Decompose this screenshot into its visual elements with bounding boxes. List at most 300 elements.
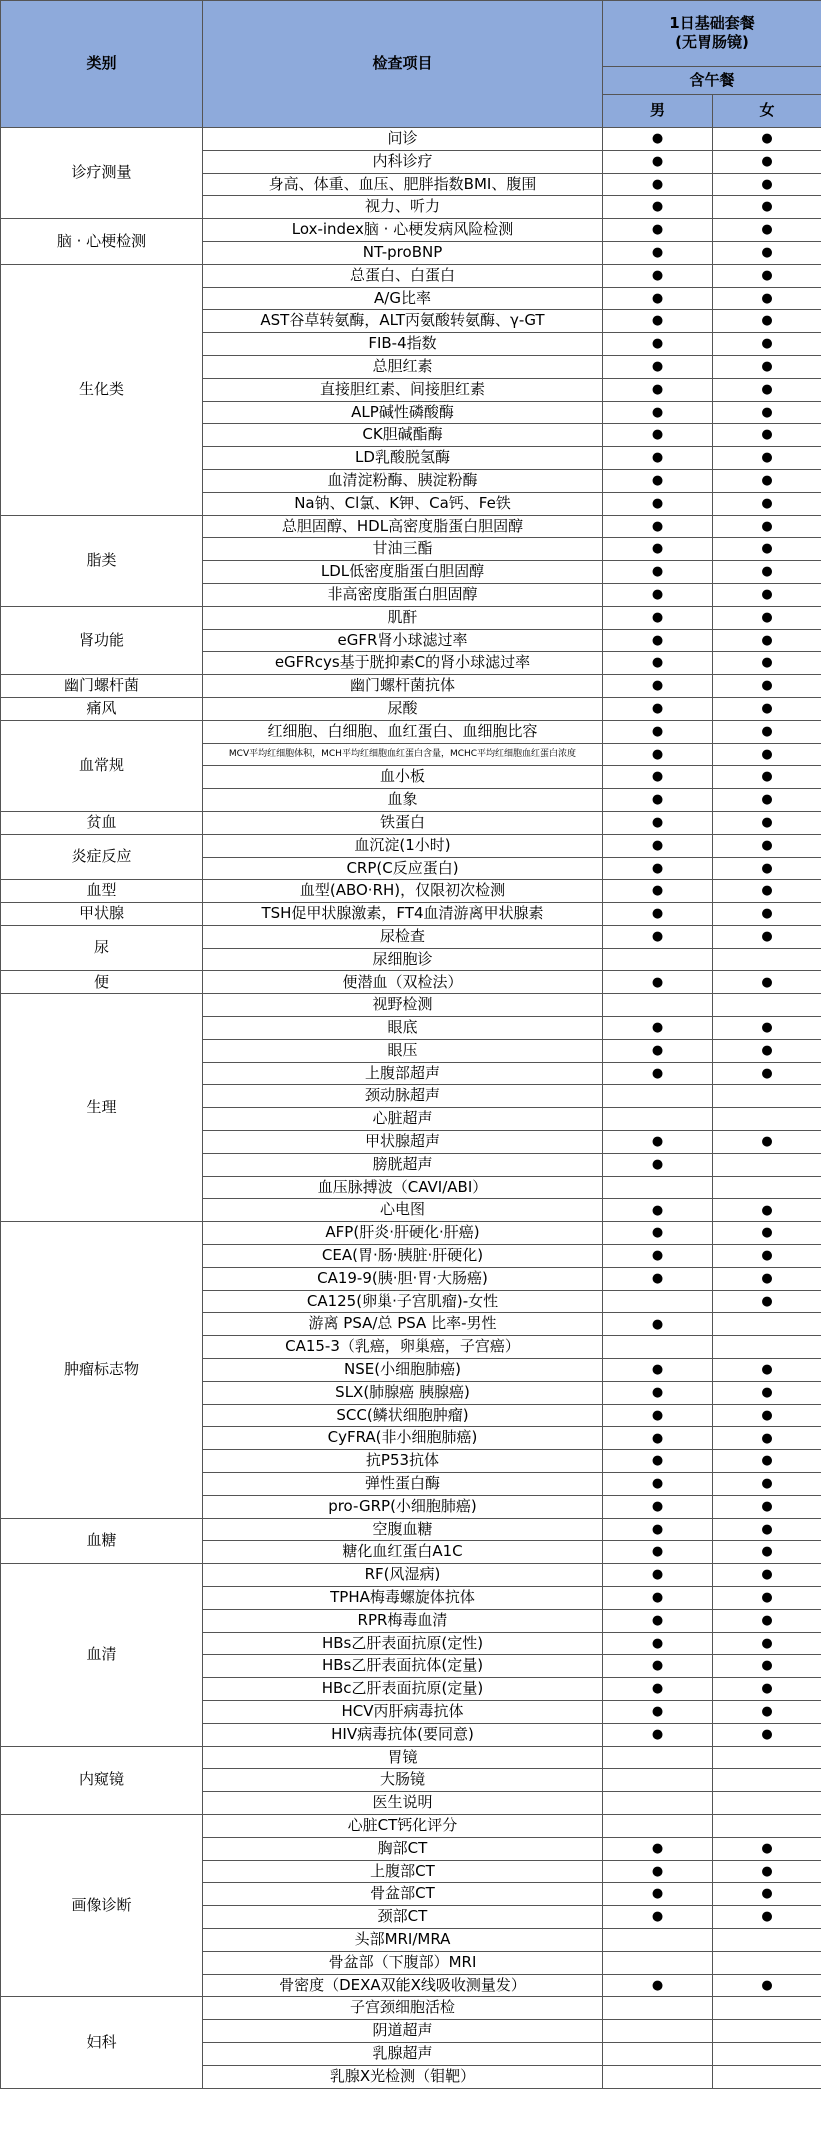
female-mark <box>713 2042 821 2065</box>
item-cell: LDL低密度脂蛋白胆固醇 <box>203 561 603 584</box>
female-mark <box>713 1928 821 1951</box>
item-cell: Lox-index脑 · 心梗发病风险检测 <box>203 219 603 242</box>
item-cell: 身高、体重、血压、肥胖指数BMI、腹围 <box>203 173 603 196</box>
table-row <box>1 515 821 538</box>
table-row <box>1 1746 821 1769</box>
item-cell: FIB-4指数 <box>203 333 603 356</box>
male-mark: ● <box>603 287 713 310</box>
item-cell: 铁蛋白 <box>203 811 603 834</box>
male-mark <box>603 1928 713 1951</box>
male-mark: ● <box>603 128 713 151</box>
item-cell: NSE(小细胞肺癌) <box>203 1359 603 1382</box>
female-mark: ● <box>713 1381 821 1404</box>
female-mark: ● <box>713 583 821 606</box>
male-mark: ● <box>603 834 713 857</box>
male-mark: ● <box>603 697 713 720</box>
male-mark: ● <box>603 515 713 538</box>
female-mark: ● <box>713 1587 821 1610</box>
male-mark: ● <box>603 1609 713 1632</box>
item-cell: CK胆碱酯酶 <box>203 424 603 447</box>
item-cell: 乳腺超声 <box>203 2042 603 2065</box>
female-mark: ● <box>713 766 821 789</box>
female-mark: ● <box>713 264 821 287</box>
female-mark: ● <box>713 903 821 926</box>
male-mark <box>603 1176 713 1199</box>
female-mark <box>713 1792 821 1815</box>
female-mark: ● <box>713 1131 821 1154</box>
table-row <box>1 1222 821 1245</box>
male-mark: ● <box>603 333 713 356</box>
item-cell: 空腹血糖 <box>203 1518 603 1541</box>
male-mark <box>603 1746 713 1769</box>
item-cell: TPHA梅毒螺旋体抗体 <box>203 1587 603 1610</box>
female-mark: ● <box>713 1655 821 1678</box>
male-mark <box>603 1997 713 2020</box>
item-cell: HBc乙肝表面抗原(定量) <box>203 1678 603 1701</box>
item-cell: SCC(鳞状细胞肿瘤) <box>203 1404 603 1427</box>
male-mark: ● <box>603 1541 713 1564</box>
male-mark: ● <box>603 811 713 834</box>
female-mark: ● <box>713 1609 821 1632</box>
item-cell: 胸部CT <box>203 1837 603 1860</box>
item-cell: 红细胞、白细胞、血红蛋白、血细胞比容 <box>203 720 603 743</box>
male-mark: ● <box>603 1017 713 1040</box>
male-mark: ● <box>603 1700 713 1723</box>
male-mark: ● <box>603 1245 713 1268</box>
male-mark: ● <box>603 538 713 561</box>
female-mark: ● <box>713 1427 821 1450</box>
item-cell: 乳腺X光检测（钼靶） <box>203 2065 603 2088</box>
female-mark: ● <box>713 971 821 994</box>
female-mark: ● <box>713 1199 821 1222</box>
category-cell: 内窥镜 <box>1 1746 203 1814</box>
item-cell: 膀胱超声 <box>203 1153 603 1176</box>
item-cell: 眼底 <box>203 1017 603 1040</box>
table-row <box>1 128 821 151</box>
table-row <box>1 697 821 720</box>
male-mark: ● <box>603 401 713 424</box>
male-mark <box>603 948 713 971</box>
item-cell: 骨密度（DEXA双能X线吸收测量发） <box>203 1974 603 1997</box>
female-mark: ● <box>713 1222 821 1245</box>
female-mark: ● <box>713 196 821 219</box>
item-cell: CA19-9(胰·胆·胃·大肠癌) <box>203 1267 603 1290</box>
category-cell: 痛风 <box>1 697 203 720</box>
male-mark: ● <box>603 1495 713 1518</box>
female-mark: ● <box>713 606 821 629</box>
item-cell: Na钠、Cl氯、K钾、Ca钙、Fe铁 <box>203 492 603 515</box>
male-mark: ● <box>603 1723 713 1746</box>
male-mark: ● <box>603 789 713 812</box>
item-cell: RF(风湿病) <box>203 1564 603 1587</box>
item-cell: 抗P53抗体 <box>203 1450 603 1473</box>
female-mark <box>713 1336 821 1359</box>
header-item: 检查项目 <box>203 1 603 128</box>
male-mark: ● <box>603 1974 713 1997</box>
female-mark: ● <box>713 1473 821 1496</box>
female-mark: ● <box>713 720 821 743</box>
female-mark: ● <box>713 880 821 903</box>
female-mark: ● <box>713 1290 821 1313</box>
table-row <box>1 834 821 857</box>
item-cell: 血压脉搏波（CAVI/ABI） <box>203 1176 603 1199</box>
item-cell: 心电图 <box>203 1199 603 1222</box>
male-mark <box>603 1085 713 1108</box>
category-cell: 血型 <box>1 880 203 903</box>
female-mark: ● <box>713 1404 821 1427</box>
female-mark: ● <box>713 652 821 675</box>
item-cell: 便潜血（双检法） <box>203 971 603 994</box>
item-cell: TSH促甲状腺激素，FT4血清游离甲状腺素 <box>203 903 603 926</box>
item-cell: 上腹部超声 <box>203 1062 603 1085</box>
male-mark: ● <box>603 1131 713 1154</box>
male-mark: ● <box>603 1564 713 1587</box>
male-mark: ● <box>603 652 713 675</box>
female-mark: ● <box>713 1267 821 1290</box>
category-cell: 画像诊断 <box>1 1814 203 1996</box>
male-mark: ● <box>603 1404 713 1427</box>
table-row <box>1 264 821 287</box>
table-body <box>1 128 821 2089</box>
item-cell: 血型(ABO·RH)，仅限初次检测 <box>203 880 603 903</box>
male-mark <box>603 1108 713 1131</box>
item-cell: 大肠镜 <box>203 1769 603 1792</box>
item-cell: MCV平均红细胞体积，MCH平均红细胞血红蛋白含量，MCHC平均红细胞血红蛋白浓度 <box>203 743 603 766</box>
male-mark: ● <box>603 1153 713 1176</box>
male-mark: ● <box>603 1359 713 1382</box>
female-mark: ● <box>713 1450 821 1473</box>
table-row <box>1 903 821 926</box>
male-mark: ● <box>603 766 713 789</box>
male-mark <box>603 994 713 1017</box>
male-mark <box>603 1336 713 1359</box>
female-mark <box>713 1997 821 2020</box>
category-cell: 生理 <box>1 994 203 1222</box>
female-mark: ● <box>713 1245 821 1268</box>
table-row <box>1 1518 821 1541</box>
item-cell: 弹性蛋白酶 <box>203 1473 603 1496</box>
table-row <box>1 880 821 903</box>
item-cell: HCV丙肝病毒抗体 <box>203 1700 603 1723</box>
item-cell: 血清淀粉酶、胰淀粉酶 <box>203 469 603 492</box>
male-mark: ● <box>603 355 713 378</box>
female-mark: ● <box>713 333 821 356</box>
item-cell: 颈动脉超声 <box>203 1085 603 1108</box>
plan-title: 1日基础套餐 <box>669 14 755 33</box>
item-cell: AST谷草转氨酶，ALT丙氨酸转氨酶、γ-GT <box>203 310 603 333</box>
category-cell: 炎症反应 <box>1 834 203 880</box>
female-mark <box>713 1951 821 1974</box>
item-cell: 肌酐 <box>203 606 603 629</box>
header-male: 男 <box>603 95 713 128</box>
item-cell: pro-GRP(小细胞肺癌) <box>203 1495 603 1518</box>
male-mark: ● <box>603 606 713 629</box>
female-mark <box>713 948 821 971</box>
male-mark: ● <box>603 424 713 447</box>
male-mark: ● <box>603 1655 713 1678</box>
item-cell: 眼压 <box>203 1039 603 1062</box>
item-cell: ALP碱性磷酸酶 <box>203 401 603 424</box>
female-mark: ● <box>713 150 821 173</box>
header-plan <box>603 1 821 67</box>
category-cell: 妇科 <box>1 1997 203 2088</box>
male-mark: ● <box>603 196 713 219</box>
male-mark: ● <box>603 1587 713 1610</box>
female-mark <box>713 1313 821 1336</box>
item-cell: 视力、听力 <box>203 196 603 219</box>
item-cell: A/G比率 <box>203 287 603 310</box>
male-mark <box>603 2020 713 2043</box>
male-mark: ● <box>603 1381 713 1404</box>
female-mark: ● <box>713 241 821 264</box>
category-cell: 甲状腺 <box>1 903 203 926</box>
category-cell: 生化类 <box>1 264 203 515</box>
male-mark: ● <box>603 903 713 926</box>
item-cell: 总胆固醇、HDL高密度脂蛋白胆固醇 <box>203 515 603 538</box>
female-mark: ● <box>713 538 821 561</box>
male-mark: ● <box>603 310 713 333</box>
male-mark: ● <box>603 1473 713 1496</box>
female-mark: ● <box>713 355 821 378</box>
female-mark: ● <box>713 1541 821 1564</box>
male-mark <box>603 1814 713 1837</box>
table-row <box>1 1997 821 2020</box>
female-mark: ● <box>713 128 821 151</box>
male-mark: ● <box>603 1427 713 1450</box>
female-mark: ● <box>713 1883 821 1906</box>
female-mark: ● <box>713 1359 821 1382</box>
female-mark <box>713 1746 821 1769</box>
male-mark: ● <box>603 1222 713 1245</box>
male-mark: ● <box>603 492 713 515</box>
category-cell: 肾功能 <box>1 606 203 674</box>
female-mark: ● <box>713 173 821 196</box>
male-mark: ● <box>603 1062 713 1085</box>
male-mark: ● <box>603 743 713 766</box>
table-row <box>1 606 821 629</box>
female-mark <box>713 994 821 1017</box>
item-cell: CA125(卵巢·子宫肌瘤)-女性 <box>203 1290 603 1313</box>
male-mark: ● <box>603 150 713 173</box>
male-mark: ● <box>603 1199 713 1222</box>
item-cell: 尿细胞诊 <box>203 948 603 971</box>
category-cell: 血糖 <box>1 1518 203 1564</box>
category-cell: 幽门螺杆菌 <box>1 675 203 698</box>
item-cell: SLX(肺腺癌 胰腺癌) <box>203 1381 603 1404</box>
item-cell: 幽门螺杆菌抗体 <box>203 675 603 698</box>
female-mark: ● <box>713 310 821 333</box>
female-mark: ● <box>713 834 821 857</box>
male-mark: ● <box>603 880 713 903</box>
item-cell: 直接胆红素、间接胆红素 <box>203 378 603 401</box>
category-cell: 脂类 <box>1 515 203 606</box>
female-mark: ● <box>713 857 821 880</box>
table-row <box>1 994 821 1017</box>
item-cell: eGFRcys基于胱抑素C的肾小球滤过率 <box>203 652 603 675</box>
female-mark: ● <box>713 1062 821 1085</box>
female-mark <box>713 1108 821 1131</box>
item-cell: 甲状腺超声 <box>203 1131 603 1154</box>
male-mark: ● <box>603 720 713 743</box>
female-mark: ● <box>713 1017 821 1040</box>
male-mark: ● <box>603 925 713 948</box>
category-cell: 血清 <box>1 1564 203 1746</box>
item-cell: AFP(肝炎·肝硬化·肝癌) <box>203 1222 603 1245</box>
female-mark: ● <box>713 561 821 584</box>
female-mark: ● <box>713 1495 821 1518</box>
male-mark: ● <box>603 1450 713 1473</box>
item-cell: 颈部CT <box>203 1906 603 1929</box>
male-mark: ● <box>603 1518 713 1541</box>
female-mark: ● <box>713 1860 821 1883</box>
female-mark: ● <box>713 629 821 652</box>
female-mark: ● <box>713 1564 821 1587</box>
table-row <box>1 811 821 834</box>
male-mark: ● <box>603 629 713 652</box>
item-cell: 问诊 <box>203 128 603 151</box>
table-row <box>1 720 821 743</box>
female-mark: ● <box>713 424 821 447</box>
male-mark: ● <box>603 264 713 287</box>
female-mark: ● <box>713 1700 821 1723</box>
item-cell: 上腹部CT <box>203 1860 603 1883</box>
item-cell: HIV病毒抗体(要同意) <box>203 1723 603 1746</box>
female-mark: ● <box>713 447 821 470</box>
item-cell: 视野检测 <box>203 994 603 1017</box>
female-mark: ● <box>713 743 821 766</box>
item-cell: eGFR肾小球滤过率 <box>203 629 603 652</box>
table-row <box>1 925 821 948</box>
item-cell: LD乳酸脱氢酶 <box>203 447 603 470</box>
male-mark: ● <box>603 173 713 196</box>
female-mark: ● <box>713 1632 821 1655</box>
female-mark <box>713 1085 821 1108</box>
male-mark: ● <box>603 1883 713 1906</box>
male-mark: ● <box>603 1678 713 1701</box>
female-mark <box>713 1176 821 1199</box>
male-mark: ● <box>603 1860 713 1883</box>
item-cell: CEA(胃·肠·胰脏·肝硬化) <box>203 1245 603 1268</box>
male-mark: ● <box>603 1632 713 1655</box>
item-cell: CyFRA(非小细胞肺癌) <box>203 1427 603 1450</box>
header-female: 女 <box>713 95 821 128</box>
item-cell: 血沉淀(1小时) <box>203 834 603 857</box>
female-mark: ● <box>713 378 821 401</box>
female-mark: ● <box>713 1906 821 1929</box>
item-cell: 糖化血红蛋白A1C <box>203 1541 603 1564</box>
item-cell: 游离 PSA/总 PSA 比率-男性 <box>203 1313 603 1336</box>
item-cell: 医生说明 <box>203 1792 603 1815</box>
male-mark: ● <box>603 1313 713 1336</box>
female-mark: ● <box>713 1723 821 1746</box>
item-cell: 胃镜 <box>203 1746 603 1769</box>
male-mark: ● <box>603 447 713 470</box>
female-mark: ● <box>713 1678 821 1701</box>
male-mark <box>603 1951 713 1974</box>
male-mark: ● <box>603 583 713 606</box>
header-lunch: 含午餐 <box>603 67 821 95</box>
item-cell: HBs乙肝表面抗体(定量) <box>203 1655 603 1678</box>
item-cell: RPR梅毒血清 <box>203 1609 603 1632</box>
category-cell: 诊疗测量 <box>1 128 203 219</box>
item-cell: 血象 <box>203 789 603 812</box>
female-mark: ● <box>713 469 821 492</box>
male-mark: ● <box>603 378 713 401</box>
category-cell: 便 <box>1 971 203 994</box>
female-mark: ● <box>713 811 821 834</box>
table-row <box>1 971 821 994</box>
item-cell: 头部MRI/MRA <box>203 1928 603 1951</box>
female-mark: ● <box>713 1039 821 1062</box>
female-mark: ● <box>713 789 821 812</box>
male-mark: ● <box>603 219 713 242</box>
female-mark: ● <box>713 1974 821 1997</box>
male-mark <box>603 2065 713 2088</box>
item-cell: 子宫颈细胞活检 <box>203 1997 603 2020</box>
female-mark: ● <box>713 515 821 538</box>
male-mark: ● <box>603 857 713 880</box>
male-mark <box>603 1769 713 1792</box>
female-mark: ● <box>713 401 821 424</box>
category-cell: 肿瘤标志物 <box>1 1222 203 1518</box>
item-cell: 心脏CT钙化评分 <box>203 1814 603 1837</box>
category-cell: 血常规 <box>1 720 203 811</box>
category-cell: 尿 <box>1 925 203 971</box>
table-row <box>1 219 821 242</box>
item-cell: 心脏超声 <box>203 1108 603 1131</box>
item-cell: NT-proBNP <box>203 241 603 264</box>
header-category: 类别 <box>1 1 203 128</box>
table-row <box>1 1814 821 1837</box>
item-cell: 尿检查 <box>203 925 603 948</box>
male-mark: ● <box>603 971 713 994</box>
male-mark: ● <box>603 241 713 264</box>
category-cell: 贫血 <box>1 811 203 834</box>
table-row <box>1 1564 821 1587</box>
item-cell: 内科诊疗 <box>203 150 603 173</box>
item-cell: HBs乙肝表面抗原(定性) <box>203 1632 603 1655</box>
male-mark: ● <box>603 1267 713 1290</box>
female-mark: ● <box>713 697 821 720</box>
category-cell: 脑 · 心梗检测 <box>1 219 203 265</box>
item-cell: 血小板 <box>203 766 603 789</box>
item-cell: 总蛋白、白蛋白 <box>203 264 603 287</box>
item-cell: 非高密度脂蛋白胆固醇 <box>203 583 603 606</box>
item-cell: 总胆红素 <box>203 355 603 378</box>
female-mark <box>713 1769 821 1792</box>
male-mark <box>603 1290 713 1313</box>
male-mark: ● <box>603 561 713 584</box>
female-mark: ● <box>713 492 821 515</box>
item-cell: 骨盆部CT <box>203 1883 603 1906</box>
item-cell: 甘油三酯 <box>203 538 603 561</box>
female-mark <box>713 2065 821 2088</box>
female-mark: ● <box>713 287 821 310</box>
item-cell: CRP(C反应蛋白) <box>203 857 603 880</box>
male-mark: ● <box>603 1039 713 1062</box>
female-mark: ● <box>713 1837 821 1860</box>
item-cell: 尿酸 <box>203 697 603 720</box>
male-mark: ● <box>603 469 713 492</box>
male-mark <box>603 1792 713 1815</box>
plan-note: (无胃肠镜) <box>675 33 749 51</box>
item-cell: 阴道超声 <box>203 2020 603 2043</box>
female-mark: ● <box>713 1518 821 1541</box>
female-mark: ● <box>713 675 821 698</box>
female-mark <box>713 2020 821 2043</box>
item-cell: 骨盆部（下腹部）MRI <box>203 1951 603 1974</box>
male-mark: ● <box>603 1837 713 1860</box>
